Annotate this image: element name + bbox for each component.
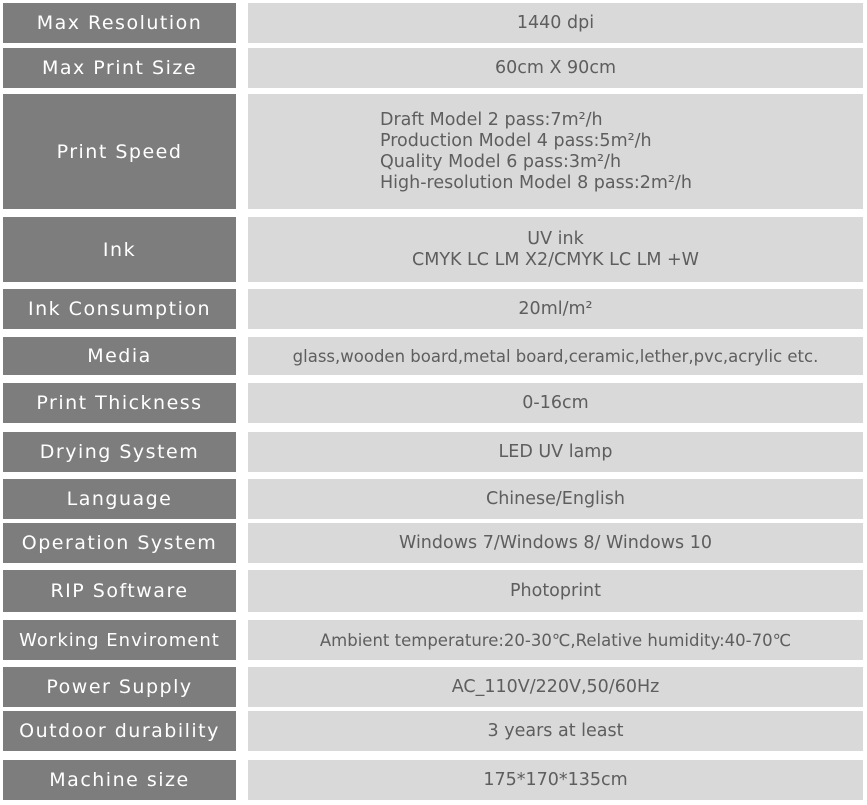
spec-label: RIP Software bbox=[3, 570, 236, 612]
spec-value-line: CMYK LC LM X2/CMYK LC LM +W bbox=[412, 249, 699, 270]
spec-label: Drying System bbox=[3, 432, 236, 472]
spec-value bbox=[248, 570, 863, 612]
spec-value bbox=[248, 289, 863, 329]
spec-label: Machine size bbox=[3, 760, 236, 800]
spec-label: Ink bbox=[3, 217, 236, 282]
spec-label: Language bbox=[3, 479, 236, 519]
spec-value bbox=[248, 667, 863, 707]
spec-value-line: 1440 dpi bbox=[516, 12, 595, 33]
spec-value-line: 3 years at least bbox=[487, 720, 624, 741]
spec-value bbox=[248, 760, 863, 800]
spec-label: Outdoor durability bbox=[3, 711, 236, 751]
spec-label: Media bbox=[3, 337, 236, 375]
spec-value-line: glass,wooden board,metal board,ceramic,lether,pvc,acrylic etc. bbox=[292, 346, 819, 366]
spec-row-machine-size bbox=[0, 760, 867, 800]
spec-value-line: 175*170*135cm bbox=[483, 769, 628, 790]
spec-row-max-print-size bbox=[0, 48, 867, 88]
spec-row-ink-consumption bbox=[0, 289, 867, 329]
spec-value bbox=[248, 432, 863, 472]
spec-row-print-thickness bbox=[0, 383, 867, 423]
spec-value bbox=[248, 711, 863, 751]
spec-value bbox=[248, 523, 863, 563]
spec-row-operation-system bbox=[0, 523, 867, 563]
spec-value-line: AC_110V/220V,50/60Hz bbox=[451, 676, 660, 697]
spec-label: Print Speed bbox=[3, 94, 236, 209]
spec-row-language bbox=[0, 479, 867, 519]
spec-row-drying-system bbox=[0, 432, 867, 472]
spec-value bbox=[248, 337, 863, 375]
spec-value-line: LED UV lamp bbox=[498, 441, 613, 462]
spec-row-media bbox=[0, 337, 867, 375]
spec-row-max-resolution bbox=[0, 3, 867, 43]
spec-row-power-supply bbox=[0, 667, 867, 707]
spec-value-line: Production Model 4 pass:5m²/h bbox=[380, 130, 652, 151]
spec-row-ink bbox=[0, 217, 867, 282]
spec-value-line: Quality Model 6 pass:3m²/h bbox=[380, 151, 622, 172]
spec-value bbox=[248, 3, 863, 43]
spec-label: Max Print Size bbox=[3, 48, 236, 88]
spec-value-line: Windows 7/Windows 8/ Windows 10 bbox=[399, 532, 712, 553]
spec-label: Print Thickness bbox=[3, 383, 236, 423]
spec-value-line: Photoprint bbox=[509, 580, 602, 601]
spec-value-line: 20ml/m² bbox=[518, 298, 593, 319]
spec-row-working-enviroment bbox=[0, 620, 867, 660]
spec-value-line: High-resolution Model 8 pass:2m²/h bbox=[380, 172, 692, 193]
spec-value bbox=[248, 383, 863, 423]
spec-row-print-speed bbox=[0, 94, 867, 209]
spec-value bbox=[248, 94, 863, 209]
spec-label: Working Enviroment bbox=[3, 620, 236, 660]
spec-label: Operation System bbox=[3, 523, 236, 563]
spec-row-rip-software bbox=[0, 570, 867, 612]
spec-value bbox=[248, 620, 863, 660]
spec-label: Ink Consumption bbox=[3, 289, 236, 329]
spec-label: Power Supply bbox=[3, 667, 236, 707]
spec-row-outdoor-durability bbox=[0, 711, 867, 751]
spec-value-line: UV ink bbox=[527, 228, 584, 249]
spec-value-line: Ambient temperature:20-30℃,Relative humidity:40-70℃ bbox=[319, 630, 792, 650]
spec-value-line: Draft Model 2 pass:7m²/h bbox=[380, 109, 603, 130]
spec-label: Max Resolution bbox=[3, 3, 236, 43]
spec-value bbox=[248, 217, 863, 282]
spec-value-line: 0-16cm bbox=[522, 392, 589, 413]
spec-value bbox=[248, 479, 863, 519]
spec-value-line: 60cm X 90cm bbox=[495, 57, 616, 78]
spec-value-line: Chinese/English bbox=[485, 488, 625, 509]
spec-value bbox=[248, 48, 863, 88]
